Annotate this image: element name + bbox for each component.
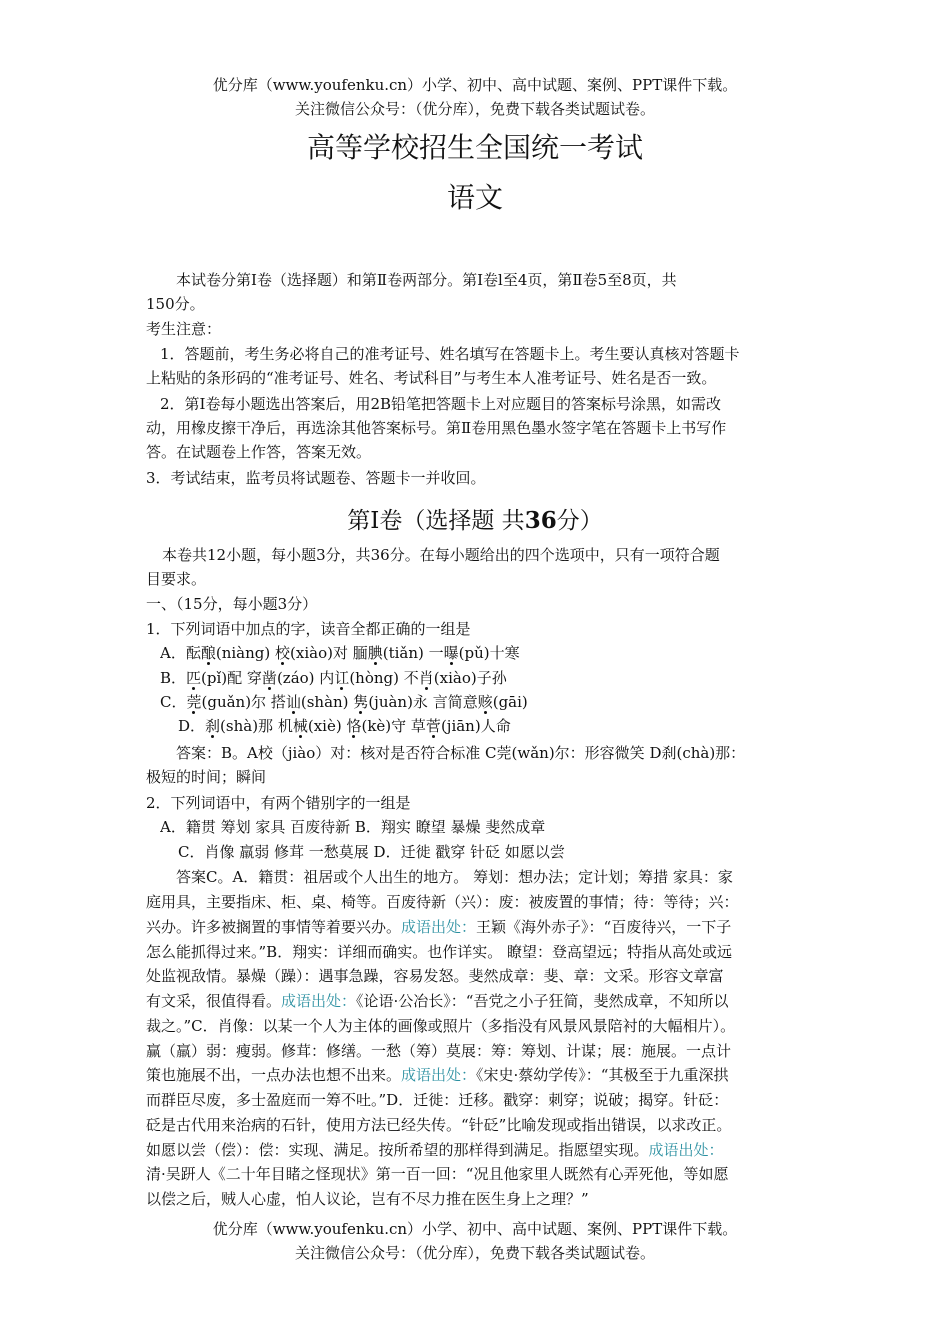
q1-option-b: B．匹(pǐ)配 穿凿(záo) 内讧(hòng) 不肖(xiào)子孙: [160, 669, 507, 687]
idiom-source-label: 成语出处：: [281, 992, 357, 1010]
q2-stem: 2．下列词语中，有两个错别字的一组是: [146, 794, 411, 812]
header-line-1: 优分库（www.youfenku.cn）小学、初中、高中试题、案例、PPT课件下载。: [212, 76, 738, 94]
notice-2a: 2．第Ⅰ卷每小题选出答案后，用2B铅笔把答题卡上对应题目的答案标号涂黑，如需改: [160, 395, 722, 413]
q2-options-cd: C．肖像 羸弱 修茸 一愁莫展 D．迁徙 戳穿 针砭 如愿以尝: [178, 843, 565, 861]
q2-explain-3: 兴办。许多被搁置的事情等着要兴办。成语出处：王颖《海外赤子》：“百废待兴，一下子: [146, 918, 732, 936]
idiom-source-label: 成语出处：: [401, 918, 477, 936]
q2-explain-1: 答案C。A．籍贯：祖居或个人出生的地方。 筹划：想办法；定计划；筹措 家具：家: [176, 868, 733, 886]
idiom-source-label: 成语出处：: [648, 1141, 724, 1159]
intro-line-1: 本试卷分第Ⅰ卷（选择题）和第Ⅱ卷两部分。第Ⅰ卷l至4页，第Ⅱ卷5至8页，共: [176, 271, 677, 289]
section-desc-1: 本卷共12小题，每小题3分，共36分。在每小题给出的四个选项中，只有一项符合题: [162, 546, 720, 564]
exam-title: 高等学校招生全国统一考试: [306, 131, 643, 164]
q2-explain-13: 清·吴趼人《二十年目睹之怪现状》第一百一回：“况且他家里人既然有心弄死他，等如愿: [146, 1165, 729, 1183]
q2-explain-8: 赢（羸）弱：瘦弱。修茸：修缮。一愁（筹）莫展：筹：筹划、计谋；展：施展。一点计: [146, 1042, 732, 1060]
subject-title: 语文: [446, 181, 503, 214]
q2-explain-10: 而群臣尽废，多士盈庭而一筹不吐。”D．迁徙：迁移。戳穿：刺穿；说破；揭穿。针砭：: [146, 1091, 729, 1109]
q1-stem: 1．下列词语中加点的字，读音全都正确的一组是: [146, 620, 471, 638]
q2-explain-2: 庭用具，主要指床、柜、桌、椅等。百废待新（兴）：废：被废置的事情；待：等待；兴：: [146, 893, 739, 911]
q2-explain-14: 以偿之后，贼人心虚，怕人议论，岂有不尽力推在医生身上之理？”: [146, 1190, 589, 1208]
section-desc-2: 目要求。: [146, 570, 207, 588]
part-one-heading: 一、（15分，每小题3分）: [146, 595, 318, 613]
q2-explain-12: 如愿以尝（偿）：偿：实现、满足。按所希望的那样得到满足。指愿望实现。成语出处：: [146, 1141, 724, 1159]
notice-1b: 上粘贴的条形码的“准考证号、姓名、考试科目”与考生本人准考证号、姓名是否一致。: [146, 369, 717, 387]
footer-line-1: 优分库（www.youfenku.cn）小学、初中、高中试题、案例、PPT课件下载。: [212, 1220, 738, 1238]
footer-line-2: 关注微信公众号：（优分库），免费下载各类试题试卷。: [294, 1244, 655, 1262]
q2-options-ab: A．籍贯 筹划 家具 百废待新 B．翔实 瞭望 暴燥 斐然成章: [160, 818, 546, 836]
q2-explain-6: 有文采，很值得看。成语出处：《论语·公冶长》：“吾党之小子狂简，斐然成章，不知所以: [146, 992, 729, 1010]
q2-explain-11: 砭是古代用来治病的石针，使用方法已经失传。“针砭”比喻发现或指出错误，以求改正。: [146, 1116, 732, 1134]
notice-2b: 动，用橡皮擦干净后，再选涂其他答案标号。第Ⅱ卷用黑色墨水签字笔在答题卡上书写作: [146, 419, 727, 437]
notice-2c: 答。在试题卷上作答，答案无效。: [146, 443, 372, 461]
q1-option-c: C．莞(guǎn)尔 搭讪(shàn) 隽(juàn)永 言简意赅(gāi): [160, 693, 528, 711]
notice-3: 3．考试结束，监考员将试题卷、答题卡一并收回。: [146, 469, 486, 487]
q2-explain-4: 怎么能抓得过来。”B．翔实：详细而确实。也作详实。 瞭望：登高望远；特指从高处或远: [146, 943, 732, 961]
q1-option-a: A．酝酿(niàng) 校(xiào)对 腼腆(tiǎn) 一曝(pǔ)十寒: [160, 644, 520, 662]
q2-explain-5: 处监视敌情。暴燥（躁）：遇事急躁，容易发怒。斐然成章：斐、章：文采。形容文章富: [146, 967, 724, 985]
section-heading: 第Ⅰ卷（选择题 共36分）: [347, 507, 603, 534]
notice-1a: 1．答题前，考生务必将自己的准考证号、姓名填写在答题卡上。考生要认真核对答题卡: [160, 345, 740, 363]
header-line-2: 关注微信公众号：（优分库），免费下载各类试题试卷。: [294, 100, 655, 118]
intro-line-2: 150分。: [146, 295, 205, 313]
q2-explain-9: 策也施展不出，一点办法也想不出来。成语出处：《宋史·蔡幼学传》：“其极至于九重深拱: [146, 1066, 729, 1084]
q2-explain-7: 裁之。”C．肖像：以某一个人为主体的画像或照片（多指没有风景风景陪衬的大幅相片）。: [146, 1017, 736, 1035]
idiom-source-label: 成语出处：: [401, 1066, 477, 1084]
q1-option-d: D．刹(shà)那 机械(xiè) 恪(kè)守 草菅(jiān)人命: [178, 717, 511, 735]
q1-answer-1: 答案：B。A校（jiào）对：核对是否符合标准 C莞(wǎn)尔：形容微笑 D刹(chà)那：: [176, 744, 746, 762]
notice-label: 考生注意：: [146, 320, 222, 338]
q1-answer-2: 极短的时间；瞬间: [146, 768, 267, 786]
